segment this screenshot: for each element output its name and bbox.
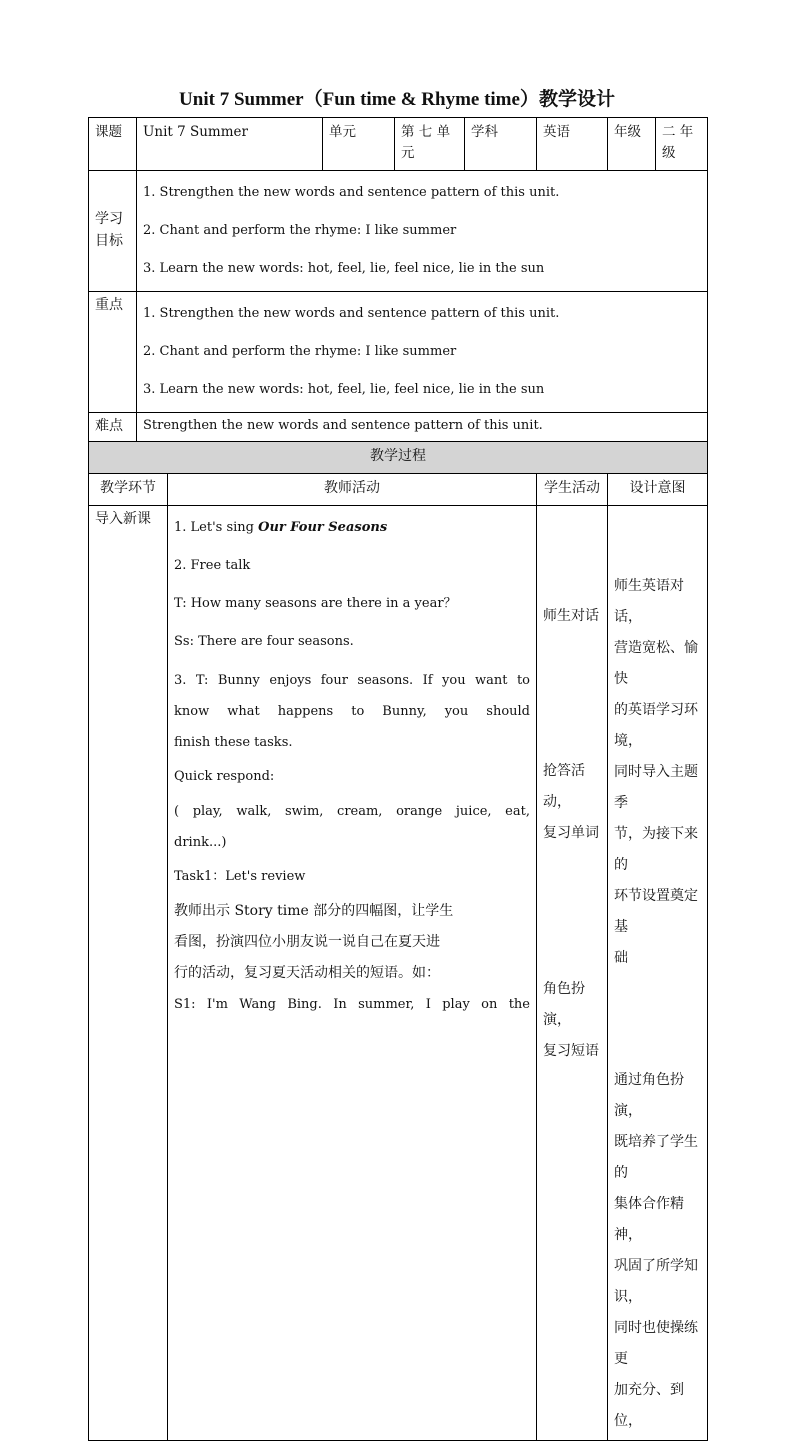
subject-label: 学科 [465, 118, 537, 171]
process-header-row [89, 441, 708, 473]
teacher-line: 2. Free talk [174, 557, 251, 573]
teacher-line: 3. T: Bunny enjoys four seasons. If you want to [174, 672, 530, 688]
stage-cell: 导入新课 [89, 505, 168, 1440]
col-intent: 设计意图 [608, 473, 708, 505]
intent-block [614, 571, 701, 974]
objective-item: 3. Learn the new words: hot, feel, lie, feel nice, lie in the sun [143, 261, 545, 276]
document-title: Unit 7 Summer（Fun time & Rhyme time）教学设计 [179, 89, 615, 110]
teacher-line: know what happens to Bunny, you should [174, 703, 530, 719]
intent-line: 巩固了所学知识， [614, 1257, 698, 1305]
col-teacher: 教师活动 [168, 473, 537, 505]
student-item: 师生对话 [543, 607, 599, 624]
objectives-list [137, 171, 708, 292]
unit-value: 第 七 单 元 [395, 118, 465, 171]
intent-line: 加充分、到位， [614, 1381, 684, 1429]
student-activity [537, 505, 608, 1440]
teacher-line: drink...) [174, 834, 227, 850]
col-stage: 教学环节 [89, 473, 168, 505]
intent-block [614, 1065, 701, 1437]
teacher-line: T: How many seasons are there in a year？ [174, 595, 457, 611]
student-item: 抢答活动， [543, 762, 585, 810]
key-point-item: 2. Chant and perform the rhyme: I like summer [143, 344, 457, 359]
teacher-line: finish these tasks. [174, 734, 293, 750]
objectives-row [89, 171, 708, 292]
process-row [89, 505, 708, 1440]
col-student: 学生活动 [537, 473, 608, 505]
unit-label: 单元 [323, 118, 395, 171]
intent-line: 环节设置奠定基 [614, 887, 698, 935]
difficulty-row [89, 413, 708, 442]
subject-value: 英语 [537, 118, 608, 171]
teacher-line: ( play, walk, swim, cream, orange juice, eat, [174, 803, 530, 819]
intent-line: 节，为接下来的 [614, 825, 698, 873]
intent-line: 础 [614, 949, 628, 966]
teacher-line: 看图，扮演四位小朋友说一说自己在夏天进 [174, 933, 440, 950]
intent-line: 营造宽松、愉快 [614, 639, 698, 687]
objective-item: 1. Strengthen the new words and sentence pattern of this unit. [143, 185, 560, 200]
intent-line: 同时导入主题季 [614, 763, 698, 811]
intent-line: 既培养了学生的 [614, 1133, 698, 1181]
student-item: 复习短语 [543, 1042, 599, 1059]
song-title: Our Four Seasons [258, 519, 388, 535]
key-points-row [89, 292, 708, 413]
student-item: 角色扮演， [543, 980, 585, 1028]
student-item: 复习单词 [543, 824, 599, 841]
teacher-line: 教师出示 Story time 部分的四幅图，让学生 [174, 902, 454, 919]
objectives-label: 学习目标 [89, 171, 137, 292]
teacher-line: S1: I'm Wang Bing. In summer, I play on the [174, 996, 530, 1012]
key-points-label: 重点 [89, 292, 137, 413]
difficulty-text: Strengthen the new words and sentence pattern of this unit. [137, 413, 708, 442]
intent-line: 通过角色扮演， [614, 1071, 684, 1119]
teacher-line: 行的活动，复习夏天活动相关的短语。如： [174, 964, 440, 981]
teacher-line: 1. Let's sing Our Four Seasons [174, 519, 388, 535]
intent-line: 师生英语对话， [614, 577, 684, 625]
grade-label: 年级 [608, 118, 656, 171]
grade-value: 二 年 级 [656, 118, 708, 171]
intent-line: 集体合作精神， [614, 1195, 684, 1243]
intent-line: 同时也使操练更 [614, 1319, 698, 1367]
teacher-line: Quick respond: [174, 768, 275, 784]
teacher-line: Ss: There are four seasons. [174, 633, 354, 649]
teacher-line: Task1：Let's review [174, 868, 306, 884]
intent-line: 的英语学习环境， [614, 701, 698, 749]
info-row [89, 118, 708, 171]
key-point-item: 1. Strengthen the new words and sentence pattern of this unit. [143, 306, 560, 321]
key-points-list [137, 292, 708, 413]
process-header: 教学过程 [89, 441, 708, 473]
topic-value: Unit 7 Summer [137, 118, 323, 171]
lesson-plan-table [88, 117, 707, 1441]
objective-item: 2. Chant and perform the rhyme: I like summer [143, 223, 457, 238]
teacher-activity [168, 505, 537, 1440]
design-intent [608, 505, 708, 1440]
key-point-item: 3. Learn the new words: hot, feel, lie, feel nice, lie in the sun [143, 382, 545, 397]
column-header-row [89, 473, 708, 505]
difficulty-label: 难点 [89, 413, 137, 442]
topic-label: 课题 [89, 118, 137, 171]
